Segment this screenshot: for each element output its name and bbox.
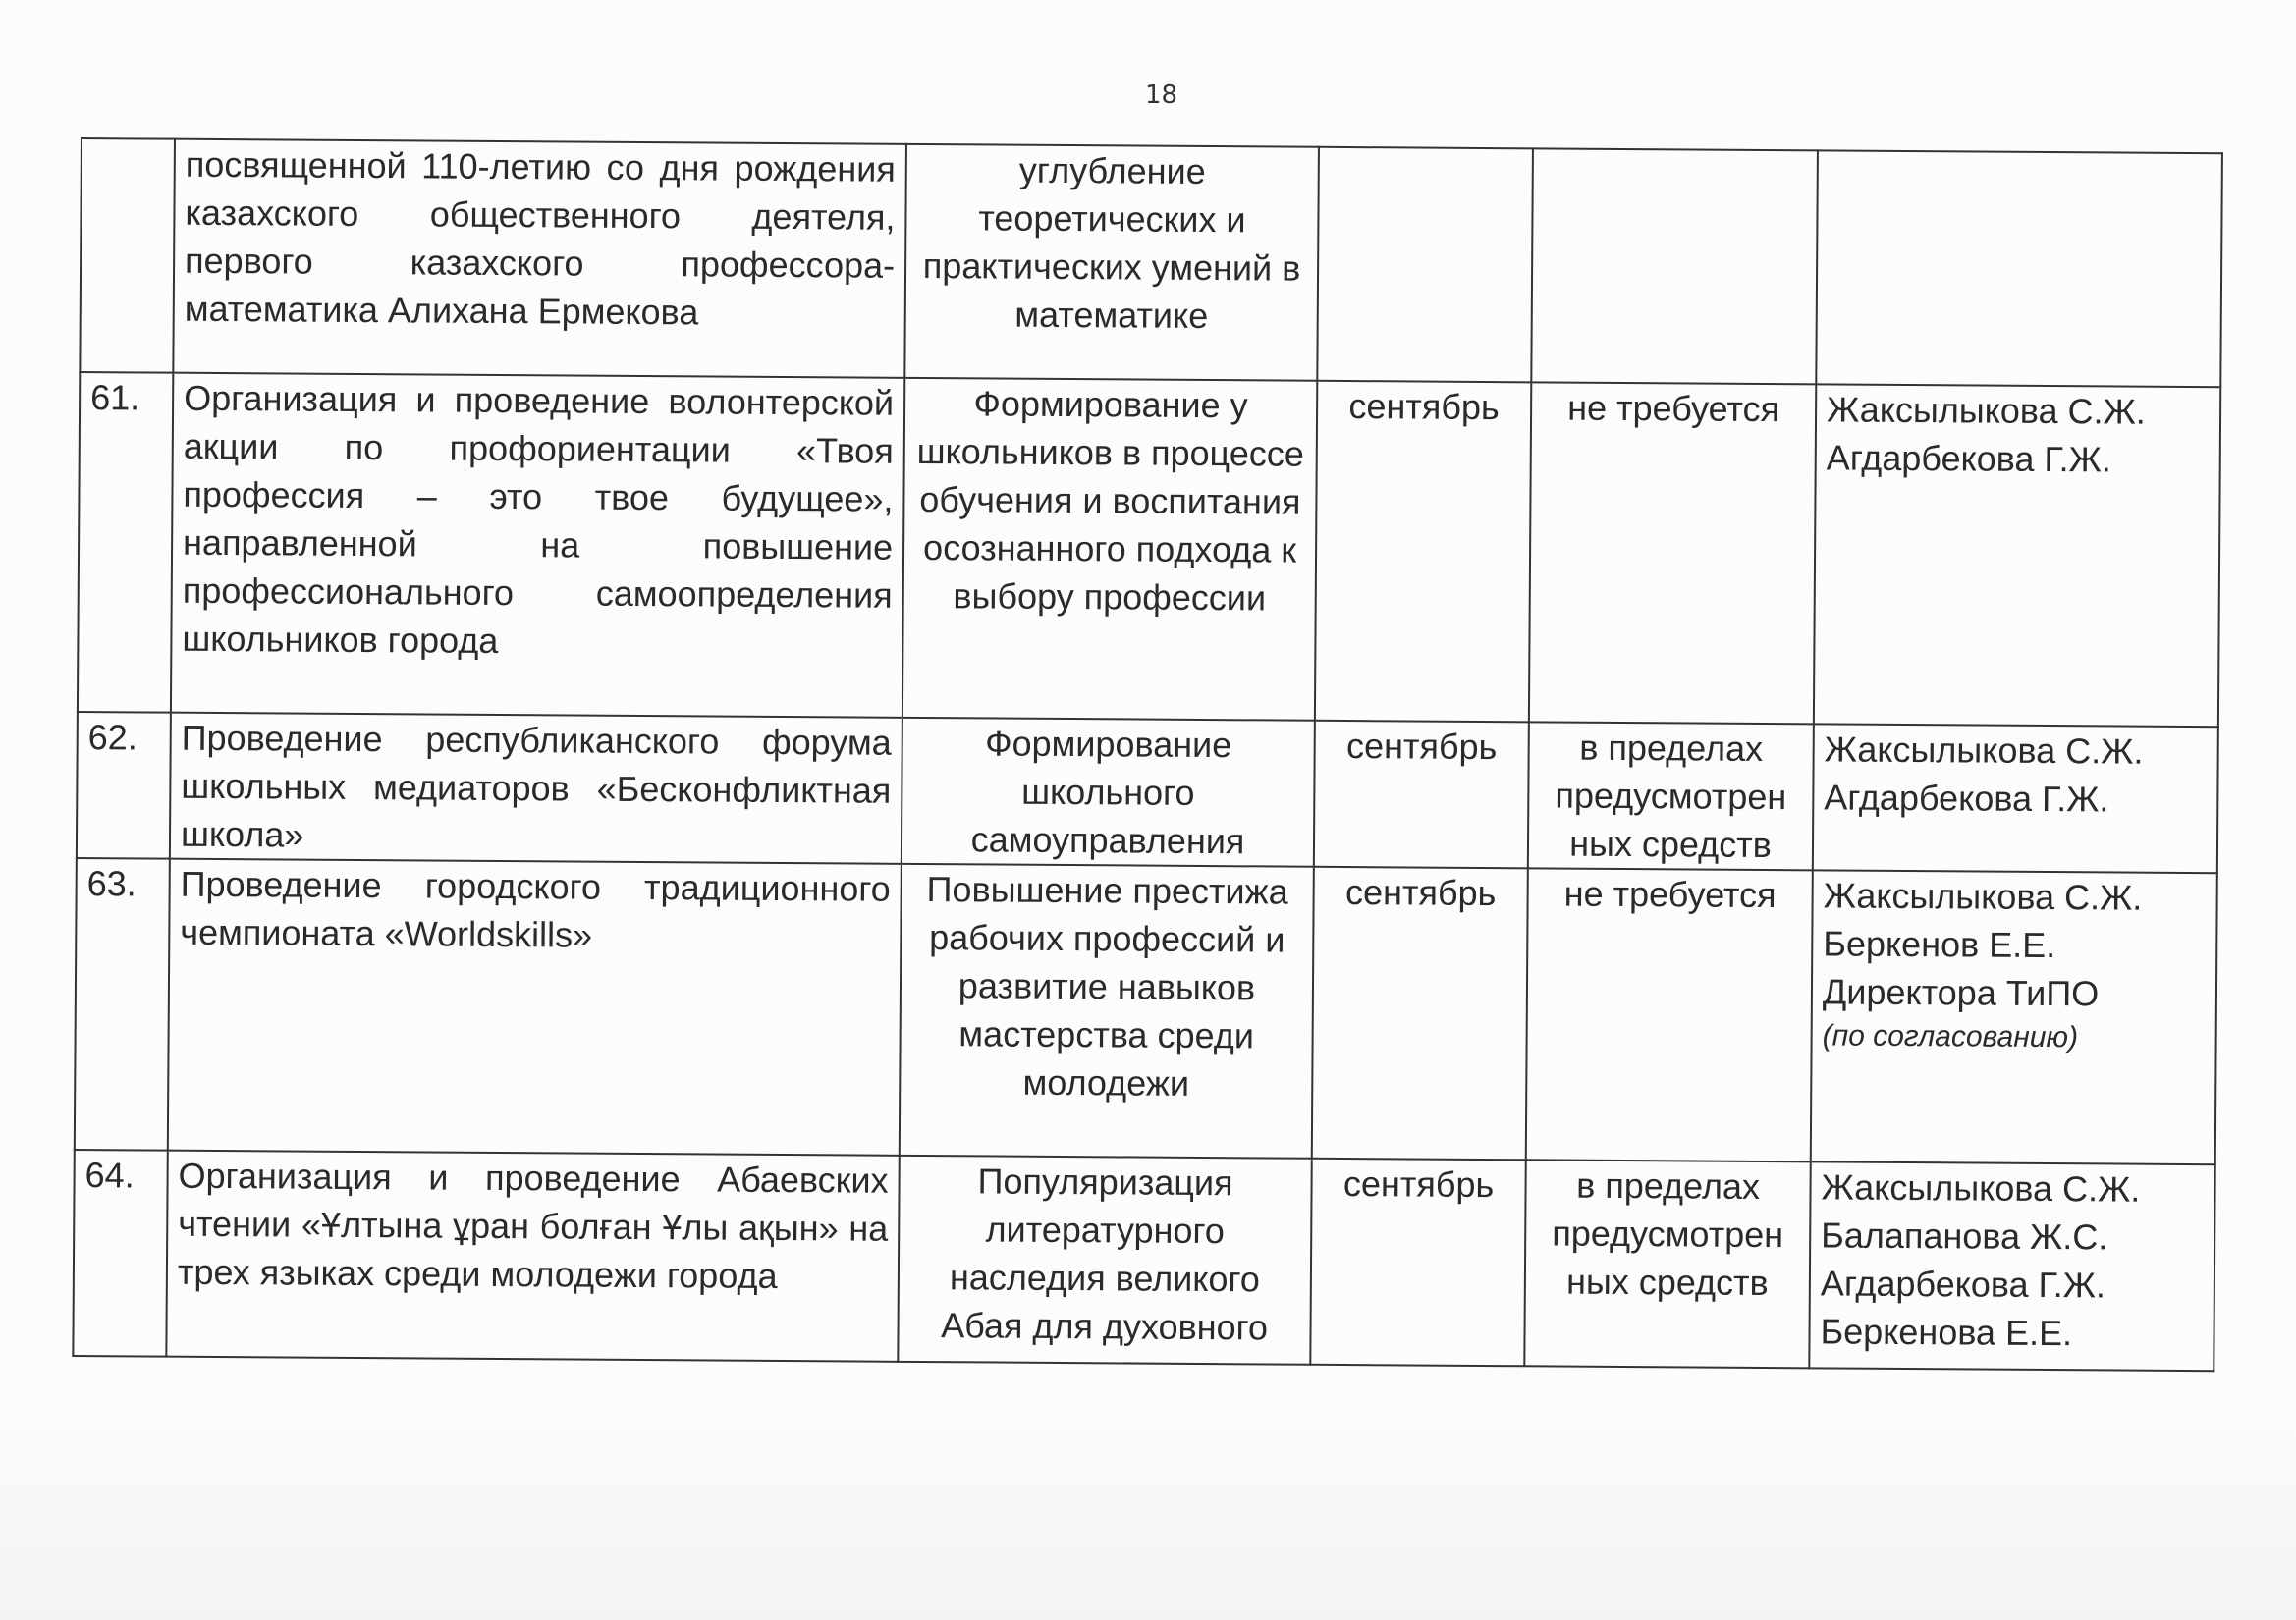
event-funding [1531,148,1818,384]
event-term [1317,147,1533,383]
responsible-person: Беркенова Е.Е. [1820,1311,2073,1354]
event-goal: Популяризация литературного наследия великого Абая для духовного [898,1156,1311,1365]
responsible-person: Жаксылыкова С.Ж. [1823,875,2143,918]
event-goal: углубление теоретических и практических умений в математике [904,144,1319,381]
event-description: Организация и проведение волонтерской акции по профориентации «Твоя профессия – это твое будущее», направленной на повышение профессионального самоопределения школьников города [171,373,904,718]
responsible-person: Жаксылыкова С.Ж. [1826,389,2146,432]
event-term: сентябрь [1315,381,1531,723]
table-row [78,372,2220,727]
row-number [80,138,175,373]
responsible-note: (по согласованию) [1822,1019,2079,1054]
event-goal: Повышение престижа рабочих профессий и развитие навыков мастерства среди молодежи [900,864,1314,1159]
table-row [73,1150,2214,1371]
event-responsible [1813,724,2218,873]
table-row [80,138,2222,387]
scan-paper-bottom [0,1394,2296,1620]
table-row [77,712,2218,873]
events-plan-table [72,137,2223,1372]
event-goal: Формирование у школьников в процессе обучения и воспитания осознанного подхода к выбору профессии [902,378,1317,721]
event-funding: не требуется [1529,382,1816,724]
responsible-person: Балапанова Ж.С. [1821,1215,2108,1258]
event-goal: Формирование школьного самоуправления [902,718,1315,867]
responsible-person: Директора ТиПО [1822,971,2100,1014]
plan-table-sheet [72,137,2221,1399]
event-responsible [1814,384,2220,727]
responsible-person: Агдарбекова Г.Ж. [1826,437,2111,480]
event-funding: не требуется [1526,868,1813,1161]
row-number: 63. [75,858,170,1151]
row-number: 61. [78,372,173,713]
event-responsible [1809,1161,2214,1371]
responsible-person: Агдарбекова Г.Ж. [1824,777,2109,820]
event-term: сентябрь [1312,867,1528,1161]
event-funding: в пределах предусмотрен ных средств [1528,722,1814,870]
event-responsible [1811,870,2217,1164]
responsible-person: Жаксылыкова С.Ж. [1824,729,2144,772]
event-description: Организация и проведение Абаевских чтении «Ұлтына ұран болған Ұлы ақын» на трех языках среди молодежи города [166,1151,899,1362]
row-number: 64. [73,1150,167,1357]
table-row [75,858,2217,1164]
event-description: Проведение городского традиционного чемпионата «Worldskills» [168,859,902,1156]
event-term: сентябрь [1310,1159,1525,1367]
responsible-person: Агдарбекова Г.Ж. [1820,1263,2106,1306]
responsible-person: Беркенов Е.Е. [1823,923,2056,966]
responsible-person: Жаксылыкова С.Ж. [1821,1166,2141,1210]
page-number: 18 [1145,81,1178,110]
event-responsible [1816,150,2222,387]
event-description: Проведение республиканского форума школьных медиаторов «Бесконфликтная школа» [170,713,902,864]
row-number: 62. [77,712,171,859]
event-funding: в пределах предусмотрен ных средств [1524,1160,1810,1368]
event-description: посвященной 110-летию со дня рождения казахского общественного деятеля, первого казахского профессора-математика Алихана Ермекова [173,139,906,378]
event-term: сентябрь [1314,721,1529,869]
